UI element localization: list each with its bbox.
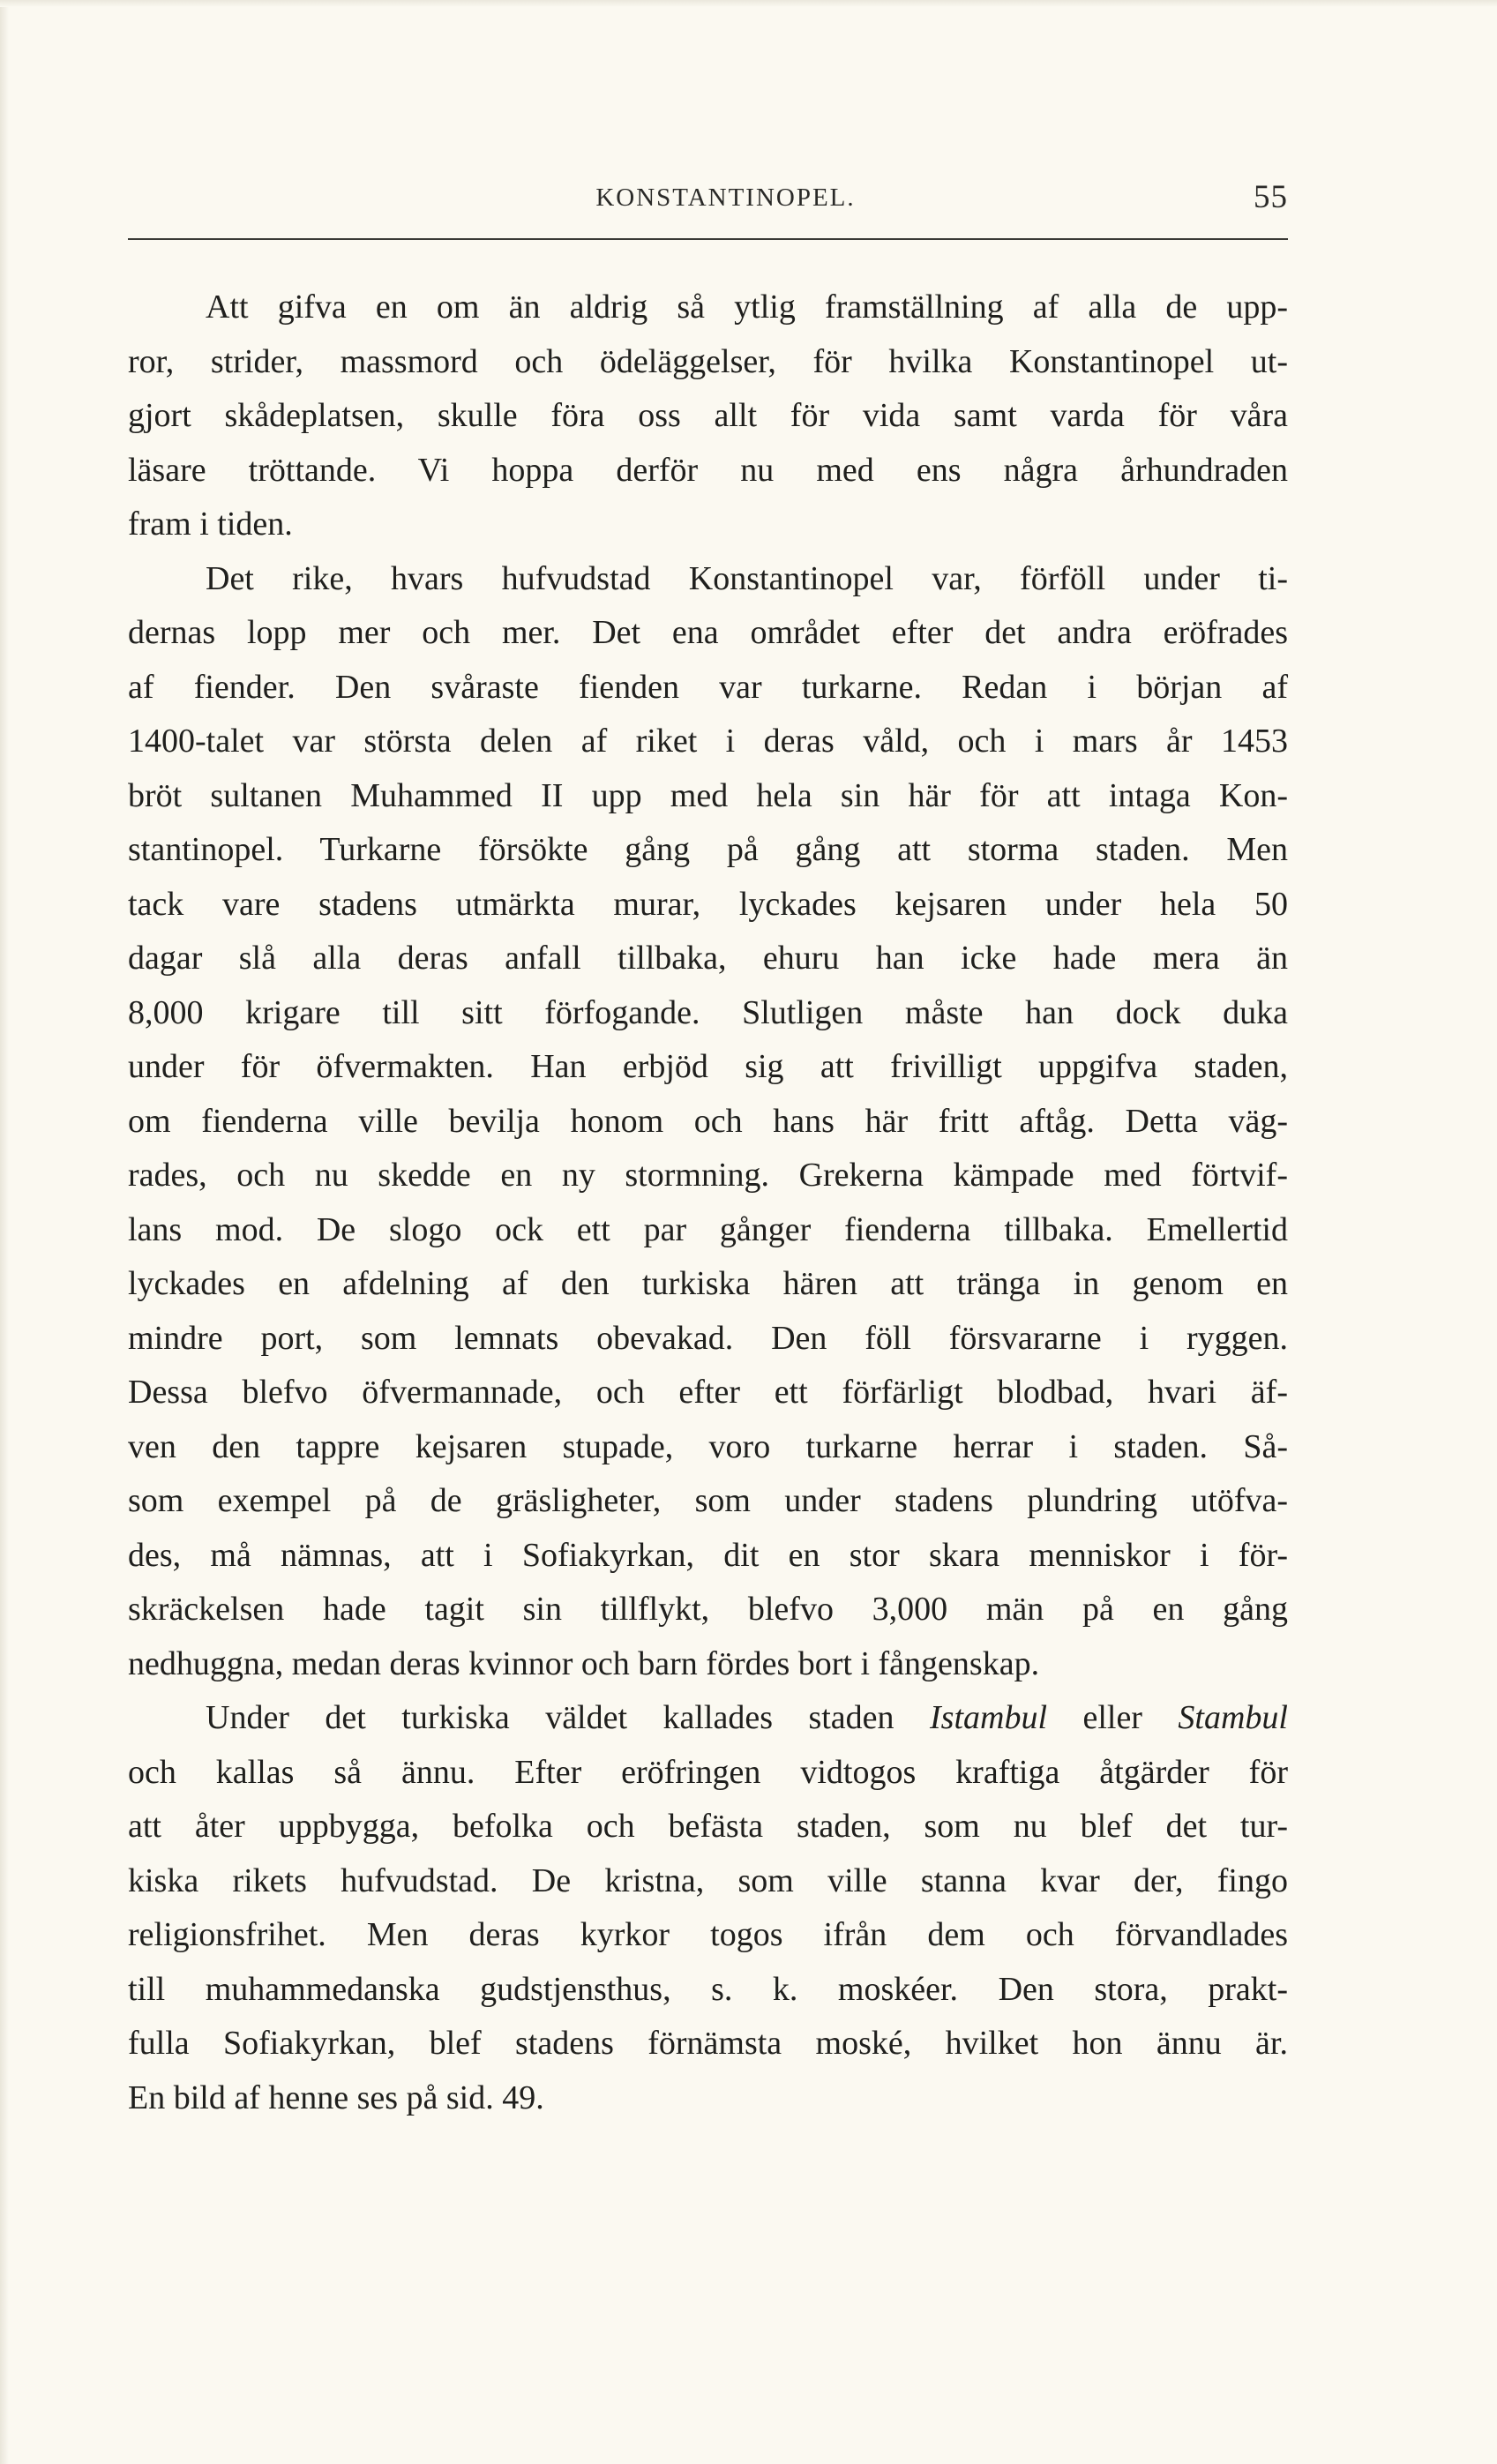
- paragraph-3: [128, 1691, 1288, 2125]
- text-line: till muhammedanska gudstjensthus, s. k. moskéer. Den stora, prakt-: [128, 1970, 1288, 2008]
- scan-edge-top: [0, 0, 1497, 7]
- text-line: att åter uppbygga, befolka och befästa staden, som nu blef det tur-: [128, 1808, 1288, 1845]
- text-line: Det rike, hvars hufvudstad Konstantinopel var, förföll under ti-: [206, 559, 1288, 597]
- running-title: KONSTANTINOPEL.: [595, 183, 856, 212]
- text-line: lyckades en afdelning af den turkiska hären att tränga in genom en: [128, 1265, 1288, 1302]
- italic-place-name: Istambul: [930, 1699, 1047, 1736]
- text-line: Att gifva en om än aldrig så ytlig framställning af alla de upp-: [206, 288, 1288, 326]
- italic-place-name: Stambul: [1178, 1699, 1288, 1736]
- paragraph-1: [128, 281, 1288, 552]
- text-line: under för öfvermakten. Han erbjöd sig att frivilligt uppgifva staden,: [128, 1048, 1288, 1085]
- text-line: En bild af henne ses på sid. 49.: [128, 2078, 544, 2116]
- text-line: som exempel på de gräsligheter, som under stadens plundring utöfva-: [128, 1482, 1288, 1519]
- page-number: 55: [1254, 179, 1288, 215]
- text-line: religionsfrihet. Men deras kyrkor togos ifrån dem och förvandlades: [128, 1916, 1288, 1953]
- text-run: eller: [1047, 1699, 1179, 1736]
- text-line: Dessa blefvo öfvermannade, och efter ett förfärligt blodbad, hvari äf-: [128, 1374, 1288, 1411]
- text-line: bröt sultanen Muhammed II upp med hela sin här för att intaga Kon-: [128, 776, 1288, 814]
- text-line: och kallas så ännu. Efter eröfringen vidtogos kraftiga åtgärder för: [128, 1753, 1288, 1791]
- text-line: 8,000 krigare till sitt förfogande. Slutligen måste han dock duka: [128, 993, 1288, 1031]
- text-line: [128, 1691, 1288, 1746]
- header-rule: [128, 238, 1288, 240]
- text-line: lans mod. De slogo ock ett par gånger fienderna tillbaka. Emellertid: [128, 1210, 1288, 1248]
- text-run: Under det turkiska väldet kallades staden: [206, 1699, 930, 1736]
- text-line: ror, strider, massmord och ödeläggelser, för hvilka Konstantinopel ut-: [128, 342, 1288, 380]
- text-line: stantinopel. Turkarne försökte gång på gång att storma staden. Men: [128, 831, 1288, 868]
- text-line: rades, och nu skedde en ny stormning. Grekerna kämpade med förtvif-: [128, 1157, 1288, 1194]
- text-line: dagar slå alla deras anfall tillbaka, ehuru han icke hade mera än: [128, 940, 1288, 977]
- text-line: läsare tröttande. Vi hoppa derför nu med ens några århundraden: [128, 451, 1288, 489]
- scan-edge-left: [0, 0, 9, 2464]
- text-line: kiska rikets hufvudstad. De kristna, som ville stanna kvar der, fingo: [128, 1861, 1288, 1899]
- text-line: des, må nämnas, att i Sofiakyrkan, dit en stor skara menniskor i för-: [128, 1536, 1288, 1574]
- text-line: fulla Sofiakyrkan, blef stadens förnämsta moské, hvilket hon ännu är.: [128, 2025, 1288, 2062]
- text-line: fram i tiden.: [128, 506, 293, 543]
- text-line: tack vare stadens utmärkta murar, lyckades kejsaren under hela 50: [128, 885, 1288, 923]
- text-line: ven den tappre kejsaren stupade, voro turkarne herrar i staden. Så-: [128, 1427, 1288, 1465]
- running-head: [128, 179, 1288, 228]
- text-line: gjort skådeplatsen, skulle föra oss allt för vida samt varda för våra: [128, 397, 1288, 434]
- text-line: nedhuggna, medan deras kvinnor och barn fördes bort i fångenskap.: [128, 1644, 1040, 1682]
- text-line: skräckelsen hade tagit sin tillflykt, blefvo 3,000 män på en gång: [128, 1591, 1288, 1628]
- text-line: 1400-talet var största delen af riket i deras våld, och i mars år 1453: [128, 723, 1288, 760]
- text-line: af fiender. Den svåraste fienden var turkarne. Redan i början af: [128, 668, 1288, 706]
- text-line: mindre port, som lemnats obevakad. Den föll försvararne i ryggen.: [128, 1319, 1288, 1357]
- text-line: dernas lopp mer och mer. Det ena området efter det andra eröfrades: [128, 614, 1288, 651]
- text-line: om fienderna ville bevilja honom och hans här fritt aftåg. Detta väg-: [128, 1102, 1288, 1140]
- body-text: [128, 281, 1288, 2125]
- paragraph-2: [128, 552, 1288, 1692]
